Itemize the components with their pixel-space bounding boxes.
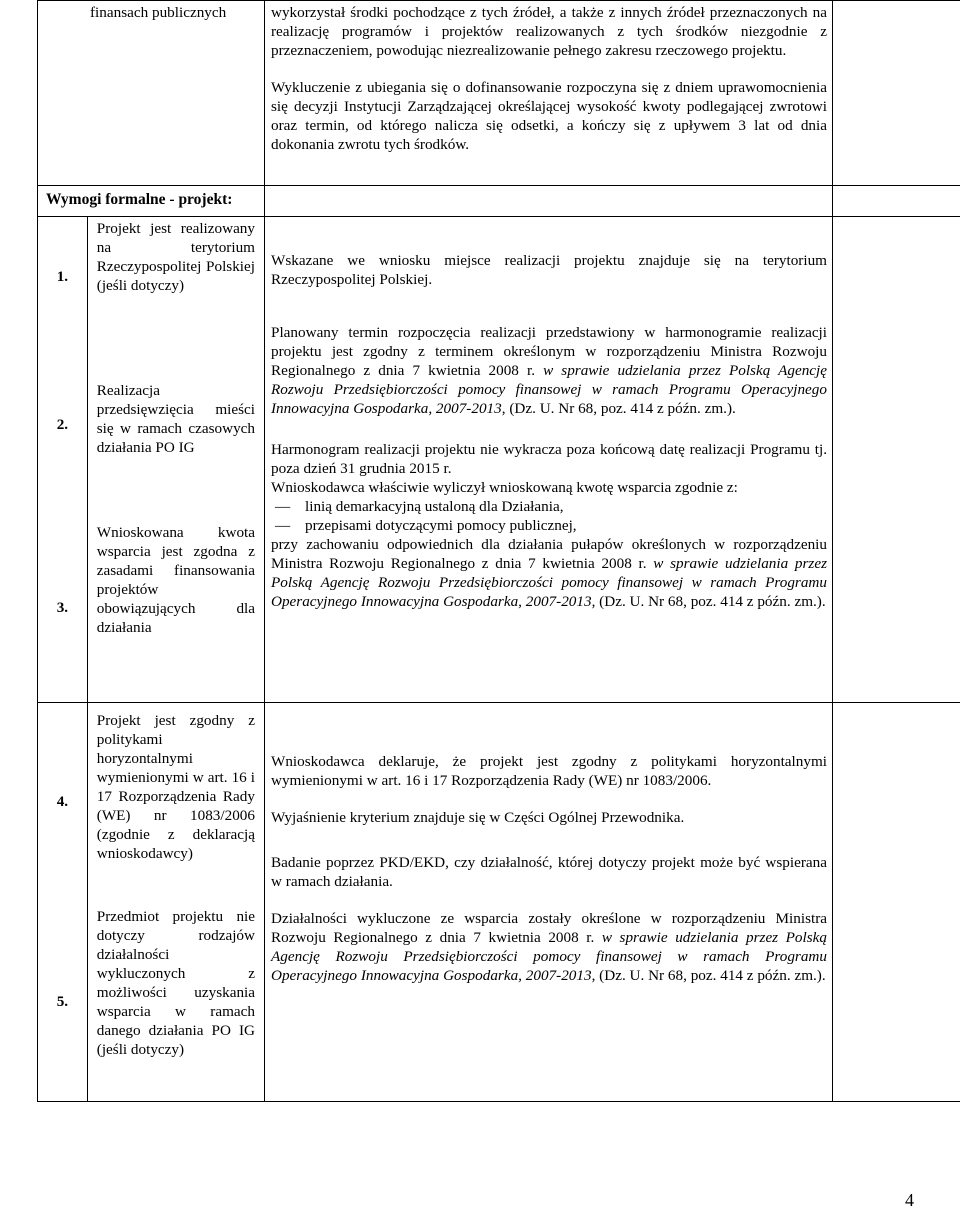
row-number: 3.: [38, 513, 88, 702]
regulation-title: w sprawie udzielania przez Polską Agencję Rozwoju Przedsiębiorczości pomocy finansowej w ramach Programu Operacyjnego Innowacyjna Gospodarka, 2007-2013: [271, 555, 827, 610]
criterion-name: [38, 1, 265, 185]
empty-cell: [265, 186, 833, 216]
table-row: [38, 899, 264, 1101]
row-number: 5.: [38, 899, 88, 1101]
empty-column: [833, 217, 960, 702]
list-item-text: przepisami dotyczącymi pomocy publicznej,: [305, 517, 577, 534]
table-row: [38, 335, 264, 513]
description-text: przy zachowaniu odpowiednich dla działania pułapów określonych w rozporządzeniu Ministra Rozwoju Regionalnego z dnia 7 kwietnia 2008 r.: [271, 536, 827, 572]
criterion-name: Przedmiot projektu nie dotyczy rodzajów działalności wykluczonych z możliwości uzyskania wsparcia w ramach danego działania PO IG (jeśli dotyczy): [96, 908, 255, 1058]
regulation-ref: , (Dz. U. Nr 68, poz. 414 z późn. zm.).: [501, 400, 736, 417]
dash-bullet: —: [275, 517, 291, 534]
criterion-name-text: finansach publicznych: [90, 4, 227, 21]
regulation-ref: , (Dz. U. Nr 68, poz. 414 z późn. zm.).: [591, 967, 826, 984]
row-number: 2.: [38, 335, 88, 513]
description-paragraph: Wskazane we wniosku miejsce realizacji projektu znajduje się na terytorium Rzeczypospolitej Polskiej.: [271, 252, 827, 288]
table-row: [38, 513, 264, 702]
table-row-group: [37, 703, 960, 1102]
page-number: 4: [905, 1190, 914, 1210]
table-row: [38, 217, 264, 335]
description-paragraph: [271, 323, 827, 418]
empty-column: [833, 1, 960, 185]
section-title: Wymogi formalne - projekt:: [38, 186, 265, 216]
row-number: 4.: [38, 703, 88, 899]
criterion-name: Projekt jest zgodny z politykami horyzontalnymi wymienionymi w art. 16 i 17 Rozporządzenia Rady (WE) nr 1083/2006 (zgodnie z deklaracją wnioskodawcy): [96, 712, 255, 862]
criterion-name: Realizacja przedsięwzięcia mieści się w ramach czasowych działania PO IG: [96, 382, 255, 456]
criterion-description: [265, 703, 833, 1101]
regulation-title: w sprawie udzielania przez Polską Agencję Rozwoju Przedsiębiorczości pomocy finansowej w ramach Programu Operacyjnego Innowacyjna Gospodarka, 2007-2013: [271, 929, 827, 984]
list-item: [271, 497, 827, 516]
empty-column: [833, 186, 960, 216]
table-row: [38, 703, 264, 899]
dash-bullet: —: [275, 498, 291, 515]
description-text: Planowany termin rozpoczęcia realizacji przedstawiony w harmonogramie realizacji projektu jest zgodny z terminem określonym w rozporządzeniu Ministra Rozwoju Regionalnego z dnia 7 kwietnia 2008 r.: [271, 324, 827, 379]
left-columns: [38, 217, 265, 702]
description-paragraph: [271, 909, 827, 985]
row-number: 1.: [38, 217, 88, 335]
criterion-description: [265, 217, 833, 702]
table-row-group: [37, 217, 960, 703]
list-item-text: linią demarkacyjną ustaloną dla Działania,: [305, 498, 564, 515]
criterion-name: Wnioskowana kwota wsparcia jest zgodna z zasadami finansowania projektów obowiązujących dla działania: [96, 524, 255, 636]
empty-column: [833, 703, 960, 1101]
description-paragraph: Wnioskodawca deklaruje, że projekt jest zgodny z politykami horyzontalnymi wymienionymi w art. 16 i 17 Rozporządzenia Rady (WE) nr 1083/2006.: [271, 753, 827, 789]
description-paragraph: Wnioskodawca właściwie wyliczył wnioskowaną kwotę wsparcia zgodnie z:: [271, 479, 738, 496]
criterion-description: [265, 1, 833, 185]
list-item: [271, 516, 827, 535]
description-paragraph: Wyjaśnienie kryterium znajduje się w Części Ogólnej Przewodnika.: [271, 809, 685, 826]
description-paragraph: wykorzystał środki pochodzące z tych źródeł, a także z innych źródeł przeznaczonych na realizację programów i projektów realizowanych z tych środków niezgodnie z przeznaczeniem, powodując niezrealizowanie pełnego zakresu rzeczowego projektu.: [271, 4, 827, 59]
description-text: Działalności wykluczone ze wsparcia zostały określone w rozporządzeniu Ministra Rozwoju Regionalnego z dnia 7 kwietnia 2008 r.: [271, 910, 827, 946]
description-paragraph: Wykluczenie z ubiegania się o dofinansowanie rozpoczyna się z dniem uprawomocnienia się decyzji Instytucji Zarządzającej określającej wysokość kwoty podlegającej zwrotowi oraz termin, od którego nalicza się odsetki, a kończy się z upływem 3 lat od dnia dokonania zwrotu tych środków.: [271, 79, 827, 153]
regulation-title: w sprawie udzielania przez Polską Agencję Rozwoju Przedsiębiorczości pomocy finansowej w ramach Programu Operacyjnego Innowacyjna Gospodarka, 2007-2013: [271, 362, 828, 417]
table-row: [37, 0, 960, 186]
criterion-name: Projekt jest realizowany na terytorium Rzeczypospolitej Polskiej (jeśli dotyczy): [96, 220, 255, 294]
section-header-row: [37, 186, 960, 217]
description-paragraph: [271, 535, 827, 611]
left-columns: [38, 703, 265, 1101]
description-paragraph: Badanie poprzez PKD/EKD, czy działalność, której dotyczy projekt może być wspierana w ramach działania.: [271, 854, 827, 890]
criteria-table: [37, 0, 960, 1102]
regulation-ref: , (Dz. U. Nr 68, poz. 414 z późn. zm.).: [591, 593, 826, 610]
description-paragraph: Harmonogram realizacji projektu nie wykracza poza końcową datę realizacji Programu tj. poza dzień 31 grudnia 2015 r.: [271, 441, 827, 477]
